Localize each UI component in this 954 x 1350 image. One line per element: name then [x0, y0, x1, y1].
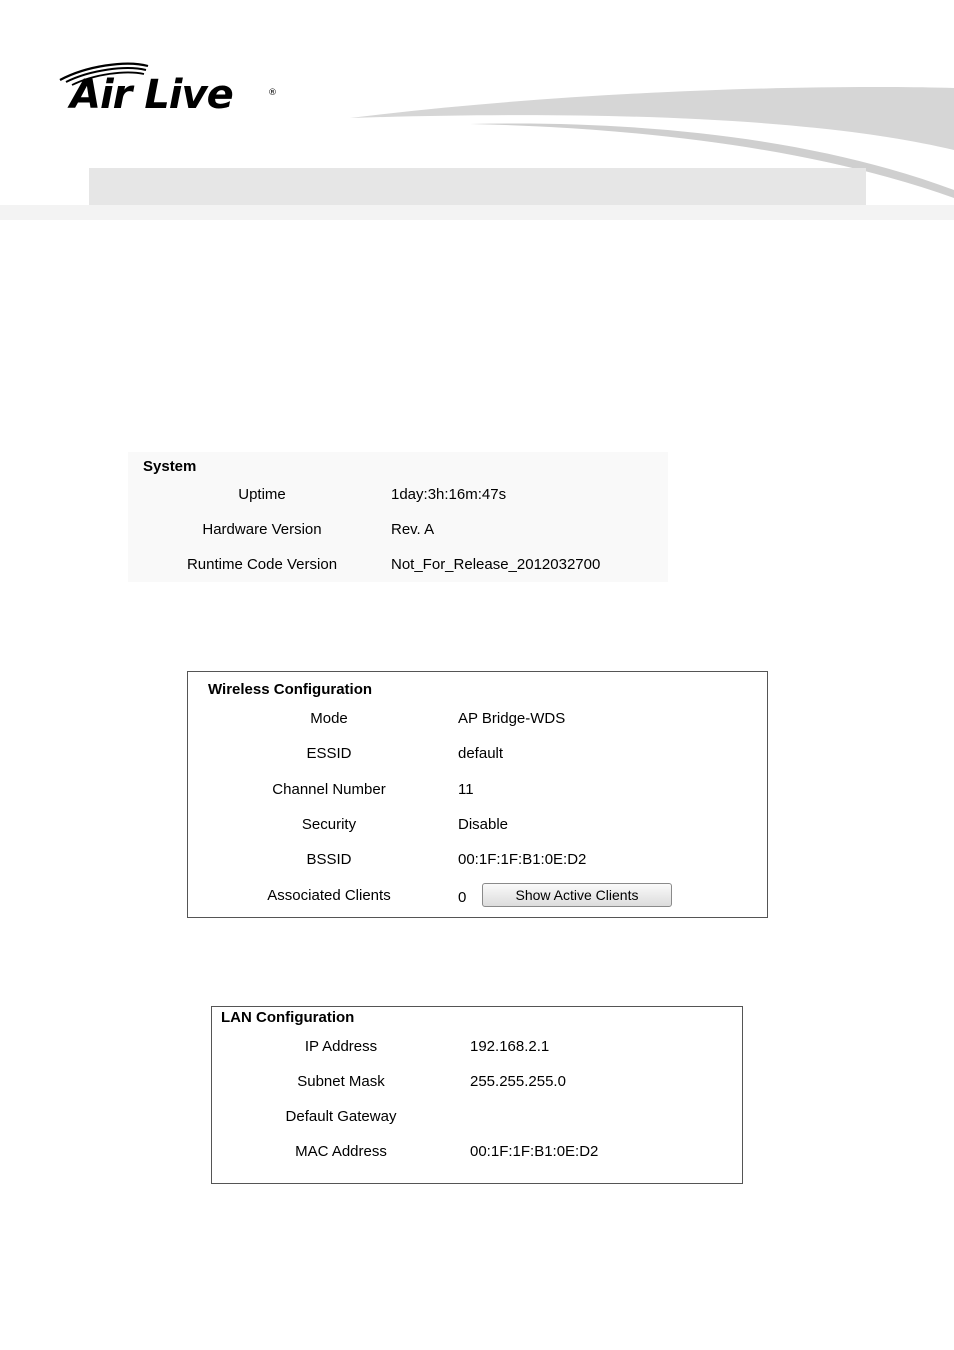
security-value: Disable [458, 816, 509, 833]
mode-value: AP Bridge-WDS [458, 710, 566, 727]
channel-number-value: 11 [458, 781, 474, 798]
wireless-title: Wireless Configuration [208, 681, 373, 698]
lan-title: LAN Configuration [221, 1009, 355, 1026]
essid-value: default [458, 745, 504, 762]
wireless-configuration-panel [187, 671, 768, 918]
logo-wordmark: Air Live [70, 72, 233, 118]
mode-label: Mode [310, 710, 348, 727]
mac-address-label: MAC Address [295, 1143, 387, 1160]
hardware-version-value: Rev. A [391, 521, 435, 538]
associated-clients-label: Associated Clients [267, 887, 391, 904]
system-title: System [143, 458, 197, 475]
runtime-code-version-value: Not_For_Release_2012032700 [391, 556, 601, 573]
registered-mark: ® [268, 88, 277, 98]
ip-address-value: 192.168.2.1 [470, 1038, 550, 1055]
runtime-code-version-label: Runtime Code Version [186, 556, 338, 573]
default-gateway-label: Default Gateway [285, 1108, 397, 1125]
associated-clients-value: 0 [458, 889, 467, 906]
mac-address-value: 00:1F:1F:B1:0E:D2 [470, 1143, 599, 1160]
subnet-mask-label: Subnet Mask [297, 1073, 385, 1090]
subnet-mask-value: 255.255.255.0 [470, 1073, 566, 1090]
header-bar [89, 168, 866, 205]
uptime-value: 1day:3h:16m:47s [391, 486, 507, 503]
channel-number-label: Channel Number [272, 781, 386, 798]
show-active-clients-button[interactable]: Show Active Clients [482, 883, 672, 907]
uptime-label: Uptime [238, 486, 286, 503]
essid-label: ESSID [306, 745, 352, 762]
security-label: Security [301, 816, 357, 833]
hardware-version-label: Hardware Version [202, 521, 322, 538]
ip-address-label: IP Address [304, 1038, 378, 1055]
system-panel [128, 452, 668, 582]
bssid-label: BSSID [306, 851, 352, 868]
lan-configuration-panel [211, 1006, 743, 1184]
bssid-value: 00:1F:1F:B1:0E:D2 [458, 851, 587, 868]
